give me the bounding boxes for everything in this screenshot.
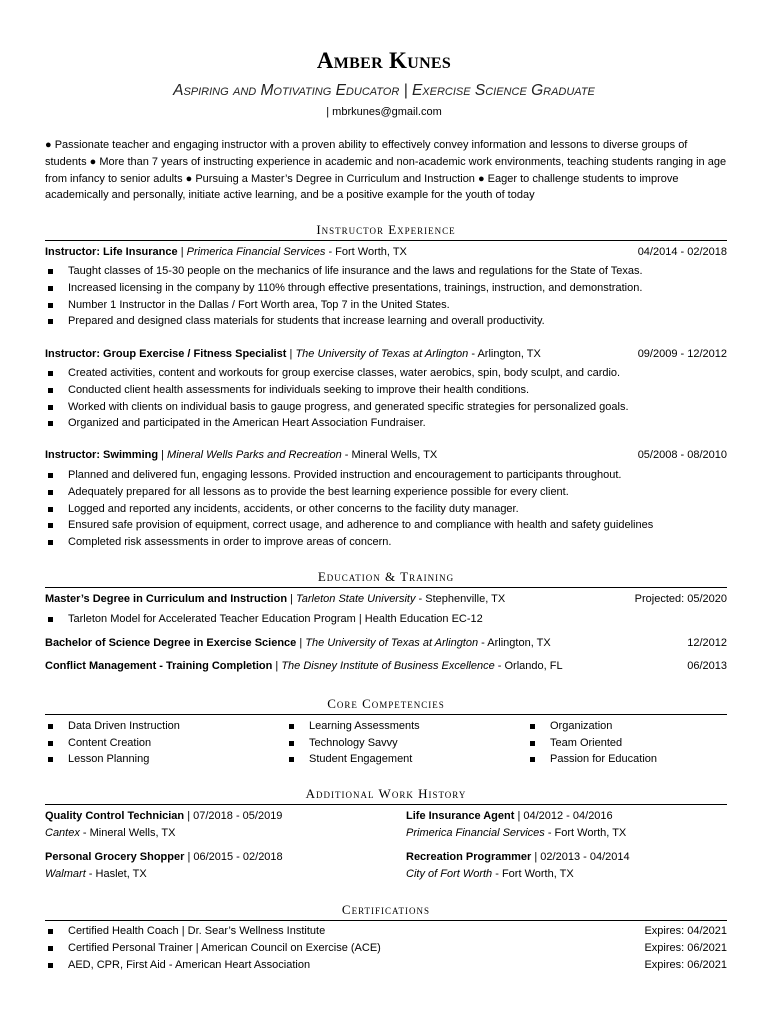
work-title: Personal Grocery Shopper — [45, 851, 185, 863]
competency-item: Team Oriented — [527, 735, 657, 752]
job-org: Primerica Financial Services — [186, 246, 326, 258]
competency-item: Lesson Planning — [45, 751, 180, 768]
work-title: Life Insurance Agent — [406, 810, 515, 822]
certification-expiry: Expires: 06/2021 — [644, 941, 727, 954]
certification-expiry: Expires: 06/2021 — [644, 958, 727, 971]
certification-name: Certified Personal Trainer | American Council on Exercise (ACE) — [68, 941, 381, 954]
work-title: Recreation Programmer — [406, 851, 532, 863]
job-header — [45, 246, 727, 258]
bullet-item: Ensured safe provision of equipment, correct usage, and adherence to and compliance with health and safety guidelines — [45, 517, 727, 534]
work-location: - Haslet, TX — [85, 867, 147, 880]
competency-column — [527, 718, 657, 768]
competency-column — [286, 718, 420, 768]
job-location: - Mineral Wells, TX — [341, 449, 438, 461]
separator: | — [272, 660, 282, 672]
job-dates: 09/2009 - 12/2012 — [637, 348, 727, 360]
competency-item: Learning Assessments — [286, 718, 420, 735]
separator: | — [296, 637, 306, 649]
certification-item — [45, 940, 727, 957]
competency-item: Organization — [527, 718, 657, 735]
job-header — [45, 449, 727, 461]
job-title: Instructor: Life Insurance — [45, 246, 178, 258]
work-item — [45, 849, 283, 882]
bullet-item: Conducted client health assessments for individuals seeking to improve their health conditions. — [45, 382, 727, 399]
job-title: Instructor: Swimming — [45, 449, 159, 461]
section-rule — [45, 587, 727, 588]
job-bullets — [45, 467, 727, 551]
job-bullets — [45, 263, 727, 330]
summary-paragraph: ● Passionate teacher and engaging instructor with a proven ability to effectively convey information and lessons to diverse groups of students ● More than 7 years of instructing experience in academic and non-academic work environments, teaching students ranging in age from infancy to senior adults ● Pursuing a Master’s Degree in Curriculum and Instruction ● Eager to challenge students to improve academically and personally, initiate active learning, and be a positive example for the youth of today — [45, 139, 727, 202]
separator: | — [286, 348, 296, 360]
section-heading-certifications: Certifications — [341, 902, 431, 917]
competency-item: Technology Savvy — [286, 735, 420, 752]
education-date: Projected: 05/2020 — [634, 593, 727, 605]
job-org: The University of Texas at Arlington — [295, 348, 469, 360]
work-location: - Fort Worth, TX — [544, 826, 627, 839]
job-bullets — [45, 365, 727, 432]
work-org: City of Fort Worth — [406, 867, 493, 880]
work-item — [45, 808, 282, 841]
separator: | — [158, 449, 168, 461]
education-date: 06/2013 — [687, 660, 727, 672]
work-dates: | 04/2012 - 04/2016 — [514, 810, 613, 822]
bullet-item: Completed risk assessments in order to improve areas of concern. — [45, 534, 727, 551]
section-heading-education: Education & Training — [317, 569, 455, 584]
bullet-item: Increased licensing in the company by 110% through effective presentations, trainings, instruction, and demonstration. — [45, 280, 727, 297]
bullet-item: Worked with clients on individual basis to gauge progress, and generated specific strategies for personalized goals. — [45, 399, 727, 416]
degree-title: Master’s Degree in Curriculum and Instruction — [45, 593, 288, 605]
work-org: Cantex — [45, 826, 80, 839]
bullet-item: Organized and participated in the American Heart Association Fundraiser. — [45, 415, 727, 432]
certification-name: Certified Health Coach | Dr. Sear’s Wellness Institute — [68, 925, 326, 937]
school-name: The Disney Institute of Business Excellence — [281, 660, 495, 672]
work-item — [406, 849, 630, 882]
job-location: - Fort Worth, TX — [325, 246, 407, 258]
school-location: - Orlando, FL — [494, 660, 563, 672]
section-heading-competencies: Core Competencies — [327, 696, 445, 711]
section-heading-experience: Instructor Experience — [316, 222, 456, 237]
job-header — [45, 348, 727, 360]
education-date: 12/2012 — [687, 637, 727, 649]
education-item — [45, 660, 727, 672]
work-dates: | 02/2013 - 04/2014 — [531, 851, 630, 863]
job-dates: 04/2014 - 02/2018 — [637, 246, 727, 258]
bullet-item: Created activities, content and workouts for group exercise classes, water aerobics, spin, body sculpt, and cardio. — [45, 365, 727, 382]
bullet-item: Taught classes of 15-30 people on the mechanics of life insurance and the laws and regulations for the State of Texas. — [45, 263, 727, 280]
separator: | — [287, 593, 297, 605]
school-location: - Stephenville, TX — [415, 593, 506, 605]
education-item — [45, 593, 727, 605]
education-bullets — [45, 611, 727, 628]
school-location: - Arlington, TX — [478, 637, 551, 649]
certification-item — [45, 957, 727, 974]
degree-title: Bachelor of Science Degree in Exercise Science — [45, 637, 297, 649]
school-name: The University of Texas at Arlington — [305, 637, 479, 649]
work-dates: | 06/2015 - 02/2018 — [184, 851, 283, 863]
certification-item — [45, 923, 727, 940]
job-dates: 05/2008 - 08/2010 — [637, 449, 727, 461]
certification-expiry: Expires: 04/2021 — [644, 925, 727, 937]
section-rule — [45, 804, 727, 805]
job-location: - Arlington, TX — [468, 348, 541, 360]
work-dates: | 07/2018 - 05/2019 — [184, 810, 283, 822]
bullet-item: Number 1 Instructor in the Dallas / Fort Worth area, Top 7 in the United States. — [45, 297, 727, 314]
work-org: Walmart — [45, 867, 86, 880]
competency-item: Data Driven Instruction — [45, 718, 180, 735]
resume-subtitle: Aspiring and Motivating Educator | Exercise Science Graduate — [173, 82, 595, 99]
certification-name: AED, CPR, First Aid - American Heart Association — [68, 958, 311, 971]
bullet-item: Logged and reported any incidents, accidents, or other concerns to the facility duty manager. — [45, 501, 727, 518]
section-heading-work-history: Additional Work History — [305, 786, 467, 801]
section-rule — [45, 714, 727, 715]
certification-list — [45, 923, 727, 973]
job-title: Instructor: Group Exercise / Fitness Specialist — [45, 348, 287, 360]
work-item — [406, 808, 626, 841]
degree-title: Conflict Management - Training Completion — [45, 660, 273, 672]
education-item — [45, 637, 727, 649]
competency-item: Student Engagement — [286, 751, 420, 768]
competency-column — [45, 718, 180, 768]
school-name: Tarleton State University — [296, 593, 416, 605]
resume-name: Amber Kunes — [316, 48, 452, 73]
work-title: Quality Control Technician — [45, 810, 185, 822]
competency-item: Content Creation — [45, 735, 180, 752]
bullet-item: Prepared and designed class materials for students that increase learning and overall productivity. — [45, 313, 727, 330]
job-org: Mineral Wells Parks and Recreation — [167, 449, 342, 461]
bullet-item: Planned and delivered fun, engaging lessons. Provided instruction and encouragement to participants throughout. — [45, 467, 727, 484]
contact-email[interactable]: | mbrkunes@gmail.com — [326, 106, 442, 118]
competency-item: Passion for Education — [527, 751, 657, 768]
bullet-item: Tarleton Model for Accelerated Teacher Education Program | Health Education EC-12 — [45, 611, 727, 628]
work-location: - Fort Worth, TX — [492, 867, 574, 880]
separator: | — [177, 246, 187, 258]
work-location: - Mineral Wells, TX — [79, 826, 176, 839]
section-rule — [45, 920, 727, 921]
bullet-item: Adequately prepared for all lessons as to provide the best learning experience possible for every client. — [45, 484, 727, 501]
section-rule — [45, 240, 727, 241]
work-org: Primerica Financial Services — [406, 826, 545, 839]
